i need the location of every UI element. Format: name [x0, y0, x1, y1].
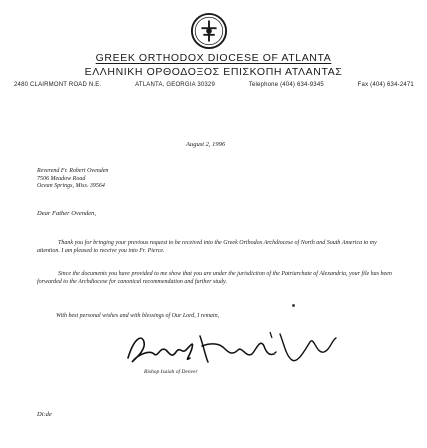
handwritten-signature — [120, 328, 340, 368]
letterhead-address — [14, 82, 414, 88]
recipient-line: 7506 Meadow Road — [37, 175, 86, 182]
signer-name: Bishop Isaiah of Denver — [144, 369, 198, 375]
scan-speck — [273, 353, 275, 355]
letter-paragraph-1: Thank you for bringing your previous request to be received into the Greek Orthodox Archdiocese of North and South America to my attention. I am pleased to receive you into Fr. Pierce. — [37, 240, 377, 254]
recipient-line: Ocean Springs, Miss. 39564 — [37, 183, 105, 189]
diocese-seal-icon — [190, 12, 228, 50]
address-fax: Fax (404) 634-2471 — [357, 82, 414, 88]
address-city: ATLANTA, GEORGIA 30329 — [135, 82, 215, 88]
letter-paragraph-2: Since the documents you have provided to me show that you are under the jurisdiction of the Patriarchate of Alexandria, your file has been forwarded to the Archdiocese for canonical recommendation and further study. — [37, 271, 392, 285]
address-telephone: Telephone (404) 634-9345 — [248, 82, 324, 88]
address-street: 2480 CLAIRMONT ROAD N.E. — [14, 82, 102, 88]
typist-initials: Di:de — [37, 411, 52, 418]
recipient-address-block — [37, 168, 108, 191]
scan-speck — [292, 304, 295, 307]
letterhead-title-greek: ΕΛΛΗΝΙΚΗ ΟΡΘΟΔΟΞΟΣ ΕΠΙΣΚΟΠΗ ΑΤΛΑΝΤΑΣ — [84, 66, 343, 78]
recipient-line: Reverend Fr. Robert Ovenden — [37, 168, 109, 174]
letter-closing: With best personal wishes and with blessings of Our Lord, I remain, — [56, 313, 220, 319]
letter-date: August 2, 1996 — [186, 141, 226, 148]
salutation: Dear Father Ovenden, — [37, 210, 97, 217]
letterhead-title-english: GREEK ORTHODOX DIOCESE OF ATLANTA — [95, 52, 332, 64]
